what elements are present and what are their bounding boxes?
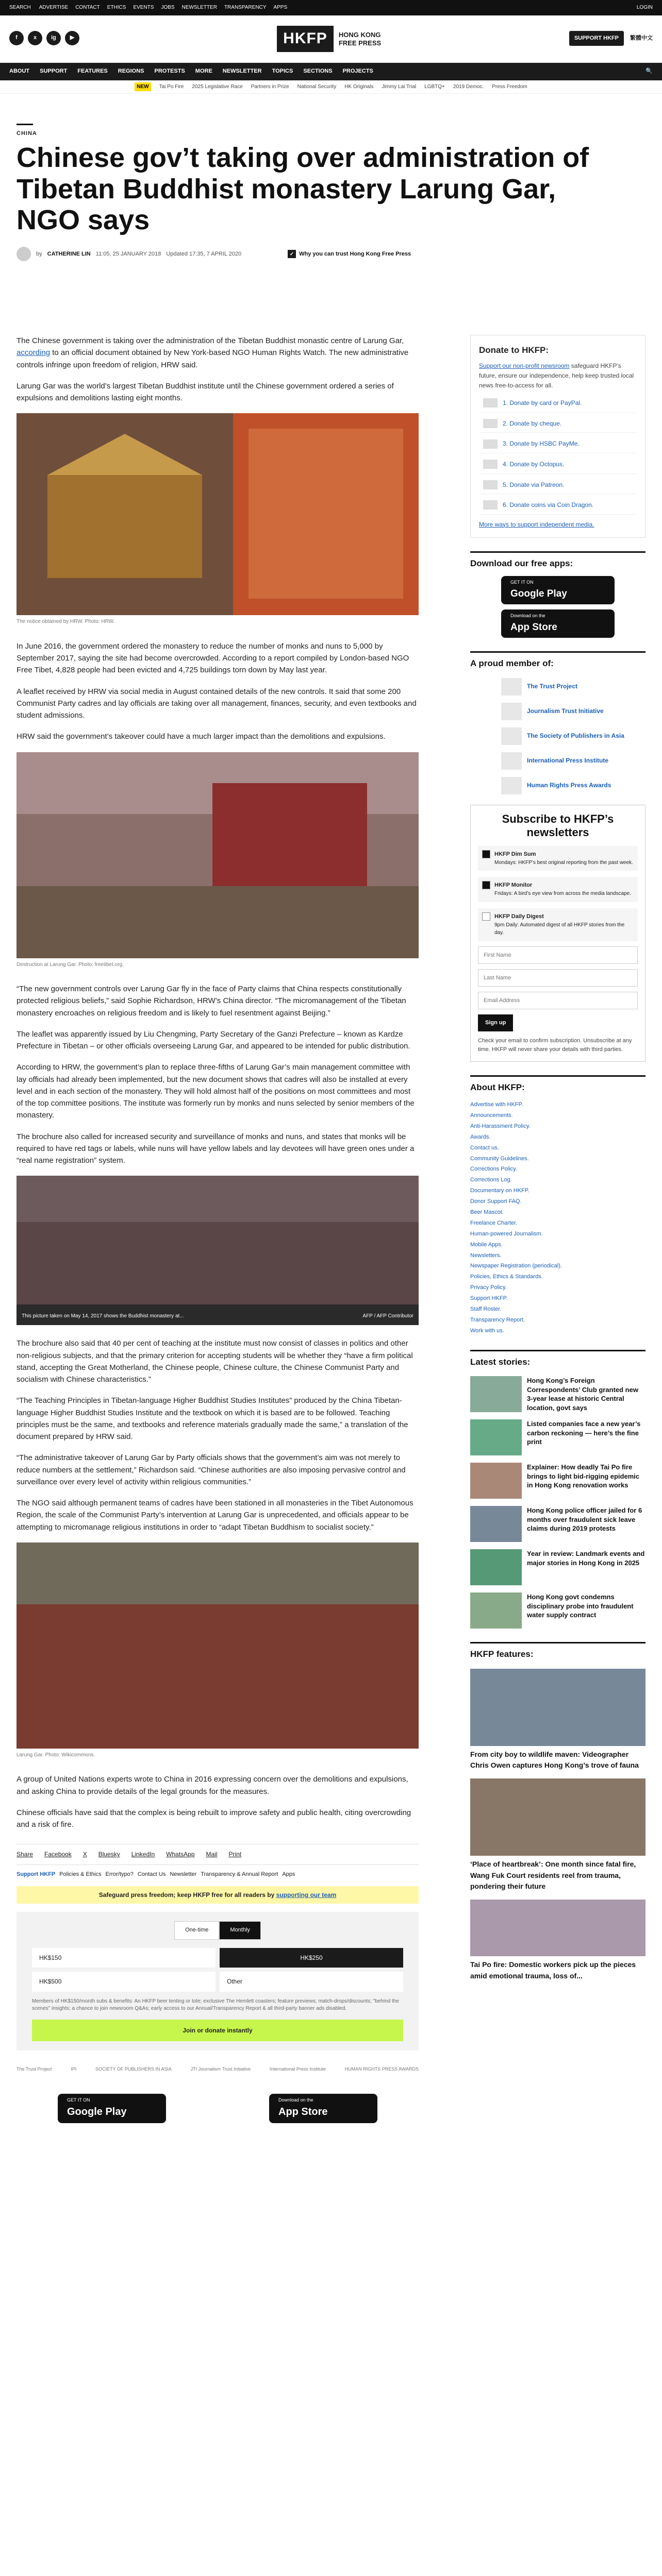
youtube-icon[interactable]: ▶ (65, 31, 79, 45)
about-link[interactable]: Freelance Charter. (470, 1219, 518, 1226)
top-link-transparency[interactable]: TRANSPARENCY (224, 5, 267, 11)
partner-logo[interactable]: International Press Institute (269, 2066, 326, 2072)
story-link[interactable]: Listed companies face a new year’s carbon reckoning — here’s the fine print (527, 1420, 641, 1446)
share-x[interactable]: X (82, 1851, 87, 1858)
about-links (470, 1099, 646, 1336)
cheque-icon (483, 419, 498, 428)
member-label: The Trust Project (527, 683, 578, 690)
top-link-newsletter[interactable]: NEWSLETTER (181, 5, 217, 11)
member-heading: A proud member of: (470, 651, 646, 670)
nav-topics[interactable]: TOPICS (272, 68, 293, 75)
story-thumbnail (470, 1419, 522, 1455)
latest-story[interactable] (470, 1506, 646, 1542)
share-label: Share (16, 1851, 34, 1858)
paragraph: The NGO said although permanent teams of cadres have been stationed in all monasteries in the Tibet Autonomous Region, the scale of the Communist Party’s intervention at Larung Gar is unprecedented, and officials appear to be attempting to micromanage religious institutions in order to “adapt Tibetan Buddhism to socialist society.” (16, 1499, 413, 1532)
about-link[interactable]: Contact us. (470, 1144, 499, 1151)
newsletter-option[interactable] (478, 877, 638, 902)
trend-item[interactable]: Partners in Prize (251, 83, 289, 90)
checkbox[interactable] (482, 850, 490, 858)
share-linkedin[interactable]: LinkedIn (131, 1851, 155, 1858)
policy-link[interactable]: Transparency & Annual Report (201, 1871, 278, 1877)
about-link[interactable]: Beer Mascot. (470, 1209, 504, 1216)
article-meta (16, 247, 646, 261)
policy-links (16, 1870, 419, 1879)
member-logo[interactable] (501, 777, 646, 794)
donate-intro-text: safeguard HKFP’s future, ensure our independence, help keep trusted local news free-to-access for all. (479, 362, 634, 389)
site-header (0, 15, 662, 63)
donate-intro (479, 361, 637, 390)
google-play-badge[interactable] (58, 2094, 166, 2123)
member-label: The Society of Publishers in Asia (527, 732, 624, 740)
partner-logo[interactable]: HUMAN RIGHTS PRESS AWARDS (344, 2066, 419, 2072)
app-store-badge[interactable] (269, 2094, 377, 2123)
trust-label: Why you can trust Hong Kong Free Press (299, 250, 411, 257)
facebook-icon[interactable]: f (9, 31, 24, 45)
logo-mark: HKFP (277, 26, 334, 52)
paragraph: HRW said the government’s takeover could have a much larger impact than the demolitions and expulsions. (16, 732, 386, 741)
ipi-icon (501, 752, 522, 770)
story-link[interactable]: Explainer: How deadly Tai Po fire brings to light bid-rigging epidemic in Hong Kong renovation works (527, 1463, 640, 1489)
x-icon[interactable]: x (28, 31, 42, 45)
badge-label: Google Play (67, 2106, 127, 2118)
policy-link[interactable]: Support HKFP (16, 1871, 56, 1877)
policy-link[interactable]: Newsletter (170, 1871, 197, 1877)
nav-about[interactable]: ABOUT (9, 68, 30, 75)
paragraph: The brochure also called for increased security and surveillance of monks and nuns, and states that monks will be required to have red tags or labels, while nuns will have yellow labels and lay devotees will have green ones under a “real name registration” system. (16, 1132, 415, 1165)
feature-link[interactable]: ‘Place of heartbreak’: One month since fatal fire, Wang Fuk Court residents reel from trauma, pondering their future (470, 1859, 636, 1891)
policy-link[interactable]: Error/typo? (105, 1871, 134, 1877)
checkbox[interactable] (482, 881, 490, 889)
article-image-afp (16, 1176, 419, 1325)
article-body (16, 335, 419, 2123)
badge-small: Download on the (510, 613, 545, 618)
share-mail[interactable]: Mail (206, 1851, 218, 1858)
trend-item[interactable]: 2025 Legislative Race (192, 83, 243, 90)
paragraph: Chinese officials have said that the complex is being rebuilt to improve safety and public health, citing overcrowding and a risk of fire. (16, 1808, 411, 1829)
join-donate-button[interactable]: Join or donate instantly (32, 2020, 403, 2042)
amount-option-other[interactable]: Other (220, 1972, 403, 1992)
paragraph: A leaflet received by HRW via social media in August contained details of the new controls. It said that some 200 Communist Party cadres and lay officials are taking over all management, finances, security, and even textbooks and student admissions. (16, 687, 417, 720)
patreon-icon (483, 480, 498, 489)
according-link[interactable]: according (16, 348, 51, 358)
larung-photo (16, 1543, 419, 1749)
page-content (16, 124, 646, 2118)
newsletter-note: Check your email to confirm subscription. Unsubscribe at any time. HKFP will never share your details with third parties. (478, 1037, 632, 1053)
article-title: Chinese gov’t taking over administration of Tibetan Buddhist monastery Larung Gar, NGO says (16, 142, 589, 235)
policy-link[interactable]: Apps (282, 1871, 295, 1877)
email-input[interactable] (478, 992, 638, 1009)
nav-sections[interactable]: SECTIONS (303, 68, 333, 75)
new-badge: NEW (135, 82, 151, 92)
payme-icon (483, 439, 498, 449)
top-link-jobs[interactable]: JOBS (161, 5, 175, 11)
donate-option[interactable] (479, 455, 637, 474)
partner-logo[interactable]: IPI (71, 2066, 77, 2072)
avatar (16, 247, 31, 261)
afp-credit: AFP / AFP Contributor (362, 1313, 413, 1319)
badge-label: App Store (510, 621, 557, 633)
story-thumbnail (470, 1506, 522, 1542)
partner-logos (16, 2066, 419, 2073)
amount-option[interactable]: HK$500 (32, 1972, 216, 1992)
category (16, 124, 646, 138)
checkbox[interactable] (482, 912, 490, 921)
logo-text: HONG KONG FREE PRESS (338, 30, 382, 47)
monthly-tab[interactable]: Monthly (219, 1921, 261, 1939)
paragraph: “The administrative takeover of Larung Gar by Party officials shows that the government’s aim was not merely to reduce numbers at the settlement,” Richardson said. “Chinese authorities are also imposing pervasive control and surveillance over every level of activity within religious communities.” (16, 1453, 406, 1486)
share-bar (16, 1844, 419, 1865)
sidebar (470, 335, 646, 1981)
member-logo[interactable] (501, 752, 646, 770)
trend-item[interactable]: Press Freedom (492, 83, 527, 90)
badge-label: Google Play (510, 588, 567, 599)
last-name-input[interactable] (478, 969, 638, 987)
about-link[interactable]: Transparency Report. (470, 1316, 525, 1323)
about-link[interactable]: Privacy Policy. (470, 1284, 507, 1291)
coin-icon (483, 500, 498, 510)
donate-option-label: 1. Donate by card or PayPal. (503, 399, 582, 407)
donate-option[interactable] (479, 476, 637, 495)
feature-story[interactable] (470, 1900, 646, 1981)
app-store-badges (16, 2094, 419, 2123)
about-link[interactable]: Donor Support FAQ. (470, 1198, 522, 1205)
language-link[interactable]: 繁體中文 (630, 35, 653, 41)
top-link-apps[interactable]: APPS (273, 5, 288, 11)
partner-logo[interactable]: JTI Journalism Trust Initiative (190, 2066, 251, 2072)
site-logo[interactable] (277, 26, 385, 52)
header-actions (569, 31, 653, 46)
story-link[interactable]: Year in review: Landmark events and major stories in Hong Kong in 2025 (527, 1550, 645, 1567)
app-store-badge[interactable] (501, 609, 615, 638)
about-link[interactable]: Mobile Apps. (470, 1241, 503, 1248)
octopus-icon (483, 460, 498, 469)
about-link[interactable]: Announcements. (470, 1112, 513, 1119)
support-button[interactable]: SUPPORT HKFP (569, 31, 624, 46)
support-banner-text: Safeguard press freedom; keep HKFP free for all readers by (98, 1891, 276, 1899)
nav-features[interactable]: FEATURES (77, 68, 108, 75)
newsletter-option[interactable] (478, 846, 638, 871)
paragraph: A group of United Nations experts wrote to China in 2016 expressing concern over the demolitions and expulsions, and asking China to provide details of the legal grounds for the measures. (16, 1775, 408, 1796)
donate-option[interactable] (479, 435, 637, 453)
donate-option-label: 5. Donate via Patreon. (503, 481, 565, 488)
donate-widget (470, 335, 646, 538)
amount-option[interactable]: HK$150 (32, 1948, 216, 1968)
newsletter-box (470, 805, 646, 1062)
paragraph: According to HRW, the government’s plan to replace three-fifths of Larung Gar’s main management committee with lay officials had already been implemented, but the new document shows that cadres will also be installed at every level and in each section of the monastery. They will hold almost half of the positions on most committees and most of the top committee positions. The institute was formerly run by monks and nuns selected by senior members of the monastery. (16, 1063, 415, 1120)
badge-small: GET IT ON (510, 579, 534, 585)
about-link[interactable]: Community Guidelines. (470, 1155, 529, 1162)
donate-option[interactable] (479, 496, 637, 515)
top-link-advertise[interactable]: ADVERTISE (39, 5, 69, 11)
paragraph: The brochure also said that 40 per cent of teaching at the institute must now consist of classes in politics and other non-religious subjects, and that the primary criterion for accepting students will be whether they “have a firm political stand, accepting the Great Motherland, the Chinese people, Chinese culture, the Chinese Communist Party and socialism with Chinese characteristics.” (16, 1339, 413, 1384)
donate-option[interactable] (479, 394, 637, 413)
member-logo[interactable] (501, 678, 646, 696)
notice-photo (16, 413, 419, 615)
latest-story[interactable] (470, 1549, 646, 1585)
donate-option-label: 2. Donate by cheque. (503, 419, 562, 427)
about-link[interactable]: Newspaper Registration (periodical). (470, 1263, 562, 1269)
nav-support[interactable]: SUPPORT (40, 68, 68, 75)
about-link[interactable]: Work with us. (470, 1327, 504, 1334)
paragraph-text: to an official document obtained by New York-based NGO Human Rights Watch. The new administrative controls infringe upon freedom of religion, HRW said. (16, 348, 409, 369)
search-icon[interactable]: 🔍 (646, 68, 653, 75)
share-whatsapp[interactable]: WhatsApp (166, 1851, 195, 1858)
partner-logo[interactable]: The Trust Project (16, 2066, 52, 2072)
byline: by (36, 250, 42, 257)
newsletter-desc: Fridays: A bird’s eye view from across the media landscape. (494, 891, 631, 897)
category-rule (16, 124, 33, 125)
trend-item[interactable]: 2019 Democ. (453, 83, 484, 90)
member-logo[interactable] (501, 727, 646, 745)
nav-newsletter[interactable]: NEWSLETTER (222, 68, 262, 75)
feature-image (470, 1778, 646, 1856)
latest-heading: Latest stories: (470, 1350, 646, 1369)
feature-story[interactable] (470, 1669, 646, 1771)
story-thumbnail (470, 1549, 522, 1585)
apps-heading: Download our free apps: (470, 551, 646, 570)
hrpa-icon (501, 777, 522, 794)
paragraph-text: The Chinese government is taking over the administration of the Tibetan Buddhist monastic centre of Larung Gar, (16, 336, 404, 345)
frequency-toggle (32, 1921, 403, 1939)
login-link[interactable]: LOGIN (636, 5, 653, 11)
author-link[interactable]: CATHERINE LIN (47, 250, 91, 257)
newsletter-name: HKFP Monitor (494, 882, 533, 889)
paragraph (16, 335, 419, 371)
member-label: Journalism Trust Initiative (527, 707, 604, 715)
article-image-destruction (16, 752, 419, 958)
feature-story[interactable] (470, 1778, 646, 1892)
one-time-tab[interactable]: One-time (174, 1921, 219, 1939)
destruction-photo (16, 752, 419, 958)
latest-story[interactable] (470, 1376, 646, 1412)
story-link[interactable]: Hong Kong police officer jailed for 6 months over fraudulent sick leave claims during 2019 protests (527, 1506, 642, 1533)
image-caption: The notice obtained by HRW. Photo: HRW. (16, 619, 115, 625)
donate-option-label: 4. Donate by Octopus. (503, 460, 565, 468)
newsletter-option-text (494, 850, 633, 867)
first-name-input[interactable] (478, 946, 638, 964)
newsletter-title: Subscribe to HKFP’s newsletters (502, 812, 614, 839)
afp-caption: This picture taken on May 14, 2017 shows the Buddhist monastery at... (22, 1313, 184, 1319)
story-link[interactable]: Hong Kong govt condemns disciplinary probe into fraudulent water supply contract (527, 1593, 634, 1619)
donate-option[interactable] (479, 415, 637, 433)
check-icon: ✓ (288, 250, 296, 258)
updated-date: Updated 17:35, 7 APRIL 2020 (166, 250, 242, 257)
publish-date: 11:05, 25 JANUARY 2018 (95, 250, 161, 257)
support-banner-link[interactable]: supporting our team (276, 1891, 337, 1899)
latest-story[interactable] (470, 1592, 646, 1629)
about-link[interactable]: Staff Roster. (470, 1306, 502, 1313)
policy-link[interactable]: Policies & Ethics (59, 1871, 102, 1877)
donate-title: Donate to HKFP: (479, 345, 549, 355)
feature-link[interactable]: Tai Po fire: Domestic workers pick up the pieces amid emotional trauma, loss of... (470, 1960, 636, 1980)
story-thumbnail (470, 1463, 522, 1499)
sopa-icon (501, 727, 522, 745)
member-logo[interactable] (501, 703, 646, 720)
trending-bar (0, 80, 662, 94)
donation-box (16, 1912, 419, 2050)
social-icons (9, 31, 79, 45)
category-label[interactable]: CHINA (16, 130, 37, 137)
amount-options (32, 1948, 403, 1992)
jti-icon (501, 703, 522, 720)
paragraph: The leaflet was apparently issued by Liu Chengming, Party Secretary of the Ganzi Prefecture – known as Kardze Prefecture in Tibetan – or other officials overseeing Larung Gar, and appeared to be intended for public distribution. (16, 1029, 410, 1050)
newsletter-desc: 9pm Daily: Automated digest of all HKFP stories from the day. (494, 922, 625, 936)
badge-small: Download on the (278, 2097, 313, 2103)
top-link-ethics[interactable]: ETHICS (107, 5, 126, 11)
newsletter-option[interactable] (478, 908, 638, 941)
article-image-notice (16, 413, 419, 615)
about-link[interactable]: Support HKFP. (470, 1295, 508, 1302)
nav-regions[interactable]: REGIONS (118, 68, 144, 75)
newsletter-name: HKFP Daily Digest (494, 913, 544, 920)
about-link[interactable]: Awards. (470, 1133, 491, 1140)
donate-option-label: 6. Donate coins via Coin Dragon. (503, 501, 594, 509)
nav-more[interactable]: MORE (195, 68, 212, 75)
google-play-badge[interactable] (501, 576, 615, 604)
signup-button[interactable]: Sign up (478, 1014, 513, 1031)
partner-logo[interactable]: SOCIETY OF PUBLISHERS IN ASIA (95, 2066, 172, 2072)
donate-option-label: 3. Donate by HSBC PayMe. (503, 440, 580, 448)
badge-small: GET IT ON (67, 2097, 90, 2103)
trend-item[interactable]: LGBTQ+ (424, 83, 445, 90)
paragraph: “The new government controls over Larung Gar fly in the face of Party claims that China respects constitutionally protected religious beliefs,” said Sophie Richardson, HRW’s China director. “The micromanagement of the Tibetan monastery encroaches on religious freedom and is likely to fuel resentment against Beijing.” (16, 985, 406, 1018)
nav-projects[interactable]: PROJECTS (342, 68, 373, 75)
paragraph: In June 2016, the government ordered the monastery to reduce the number of monks and nuns to 5,000 by September 2017, saying the site had become overcrowded. According to a report compiled by London-based NGO Free Tibet, 4,828 people had been evicted and 4,725 buildings torn down by May last year. (16, 641, 409, 675)
donate-intro-link[interactable]: Support our non-profit newsroom (479, 362, 570, 370)
trend-item[interactable]: Tai Po Fire (159, 83, 184, 90)
feature-link[interactable]: From city boy to wildlife maven: Videographer Chris Owen captures Hong Kong’s trove of fauna (470, 1750, 639, 1770)
story-thumbnail (470, 1592, 522, 1629)
card-icon (483, 398, 498, 408)
share-bluesky[interactable]: Bluesky (98, 1851, 120, 1858)
about-link[interactable]: Advertise with HKFP. (470, 1101, 523, 1108)
newsletter-option-text (494, 881, 631, 898)
latest-story[interactable] (470, 1463, 646, 1499)
member-label: International Press Institute (527, 757, 609, 765)
top-links (39, 4, 287, 12)
policy-link[interactable]: Contact Us (137, 1871, 166, 1877)
image-caption: Larung Gar. Photo: Wikicommons. (16, 1752, 95, 1758)
share-print[interactable]: Print (228, 1851, 242, 1858)
newsletter-name: HKFP Dim Sum (494, 851, 536, 857)
features-heading: HKFP features: (470, 1642, 646, 1661)
search-link[interactable]: SEARCH (9, 5, 31, 11)
feature-image (470, 1669, 646, 1746)
afp-photo (16, 1176, 419, 1325)
about-heading: About HKFP: (470, 1075, 646, 1094)
share-facebook[interactable]: Facebook (44, 1851, 72, 1858)
about-link[interactable]: Newsletters. (470, 1252, 502, 1259)
trust-project-icon (501, 678, 522, 696)
paragraph: “The Teaching Principles in Tibetan-language Higher Buddhist Studies Institutes” produced by the China Tibetan-language Higher Buddhist Studies Institute and the textbook on which it is based are to be followed. Teaching principles must be the same, and textbooks and reference materials gradually made the same,” a translation of the document prepared by HRW said. (16, 1396, 408, 1441)
about-link[interactable]: Policies, Ethics & Standards. (470, 1274, 543, 1280)
trend-item[interactable]: National Security (297, 83, 337, 90)
story-link[interactable]: Hong Kong’s Foreign Correspondents’ Club granted new 3-year lease at historic Central location, govt says (527, 1377, 638, 1412)
trend-item[interactable]: HK Originals (344, 83, 374, 90)
top-bar (0, 0, 662, 15)
about-link[interactable]: Corrections Log. (470, 1177, 512, 1183)
image-caption: Destruction at Larung Gar. Photo: freetibet.org. (16, 961, 124, 968)
latest-story[interactable] (470, 1419, 646, 1455)
about-link[interactable]: Anti-Harassment Policy. (470, 1123, 531, 1129)
article-image-larung (16, 1543, 419, 1749)
about-link[interactable]: Corrections Policy. (470, 1166, 517, 1173)
top-link-events[interactable]: EVENTS (133, 5, 154, 11)
support-banner (16, 1886, 419, 1904)
about-link[interactable]: Human-powered Journalism. (470, 1230, 543, 1237)
main-nav (0, 63, 662, 80)
member-label: Human Rights Press Awards (527, 782, 611, 789)
paragraph: Larung Gar was the world’s largest Tibetan Buddhist institute until the Chinese government ordered a series of expulsions and demolitions lasting eight months. (16, 381, 394, 402)
top-link-contact[interactable]: CONTACT (75, 5, 100, 11)
badge-label: App Store (278, 2106, 328, 2118)
trend-item[interactable]: Jimmy Lai Trial (382, 83, 417, 90)
amount-option-selected[interactable]: HK$250 (220, 1948, 403, 1968)
feature-image (470, 1900, 646, 1956)
trust-link[interactable] (288, 250, 411, 259)
more-ways-link[interactable]: More ways to support independent media. (479, 520, 594, 528)
story-thumbnail (470, 1376, 522, 1412)
newsletter-option-text (494, 912, 634, 937)
newsletter-desc: Mondays: HKFP’s best original reporting from the past week. (494, 859, 633, 866)
membership-benefits: Members of HK$150/month subs & benefits: An HKFP beer tenting or tote; exclusive The Hemlett coasters; feature previews; match-drops/discounts; "behind the scenes" insights; a chance to join newsroom Q&As; early access to our Annual/Transparency Report & all third-party banner ads disabled. (32, 1998, 399, 2011)
about-link[interactable]: Documentary on HKFP. (470, 1188, 529, 1194)
instagram-icon[interactable]: ig (46, 31, 61, 45)
nav-protests[interactable]: PROTESTS (154, 68, 185, 75)
